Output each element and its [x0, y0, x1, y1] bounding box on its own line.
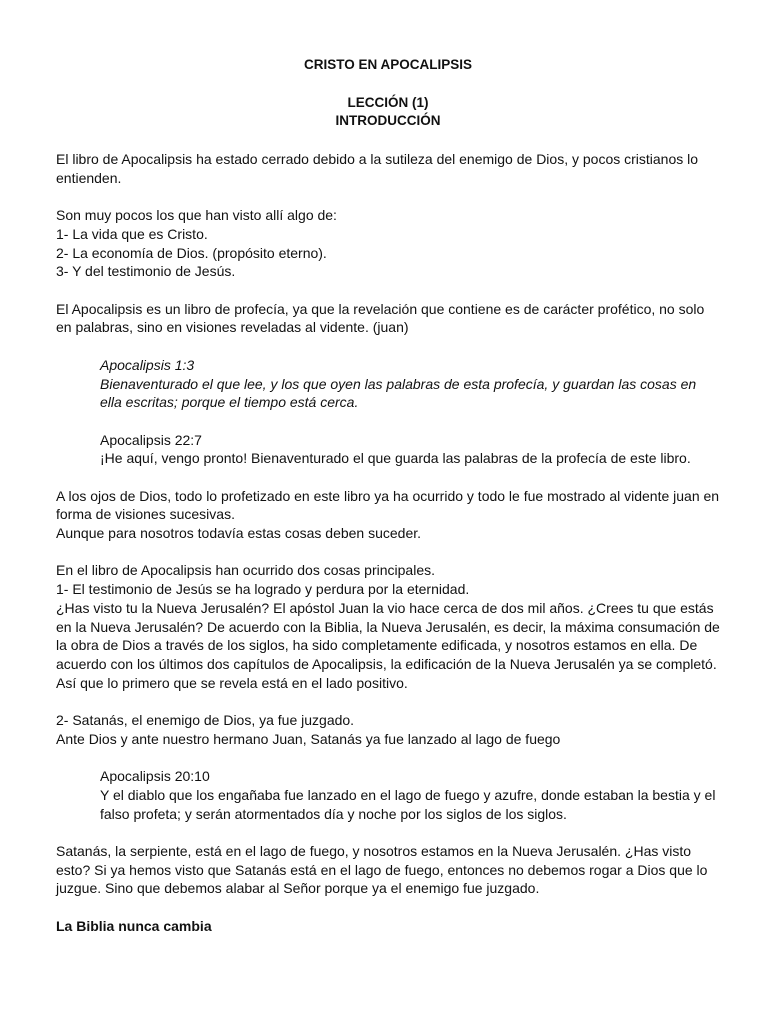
paragraph-line: A los ojos de Dios, todo lo profetizado en este libro ya ha ocurrido y todo le fue mostrado al vidente juan en forma de visiones sucesivas.: [56, 487, 720, 523]
visions-paragraph: [56, 487, 720, 543]
lesson-subtitle: INTRODUCCIÓN: [335, 113, 441, 129]
list-item: 1- La vida que es Cristo.: [56, 225, 208, 242]
lesson-number: LECCIÓN (1): [347, 94, 429, 110]
paragraph-line: Ante Dios y ante nuestro hermano Juan, Satanás ya fue lanzado al lago de fuego: [56, 730, 561, 747]
list-paragraph: [56, 206, 720, 281]
quote-reference: Apocalipsis 22:7: [100, 431, 202, 448]
list-intro: Son muy pocos los que han visto allí algo de:: [56, 207, 337, 224]
prophecy-paragraph: El Apocalipsis es un libro de profecía, ya que la revelación que contiene es de carácter profético, no solo en palabras, sino en visiones reveladas al vidente. (juan): [56, 300, 705, 336]
quote-text: Y el diablo que los engañaba fue lanzado en el lago de fuego y azufre, donde estaban la bestia y el falso profeta; y serán atormentados día y noche por los siglos de los siglos.: [100, 786, 716, 822]
bible-quote: [100, 767, 720, 823]
list-item: 3- Y del testimonio de Jesús.: [56, 263, 236, 280]
quote-text: Bienaventurado el que lee, y los que oyen las palabras de esta profecía, y guardan las cosas en ella escritas; porque el tiempo está cerca.: [100, 375, 697, 411]
paragraph-line: 1- El testimonio de Jesús se ha logrado y perdura por la eternidad.: [56, 581, 470, 598]
paragraph-line: ¿Has visto tu la Nueva Jerusalén? El apóstol Juan la vio hace cerca de dos mil años. ¿Crees tu que estás en la Nueva Jerusalén? De acuerdo con la Biblia, la Nueva Jerusalén, es decir, la máxima consumación de la obra de Dios a través de los siglos, ha sido completamente edificada, y nosotros estamos en ella. De acuerdo con los últimos dos capítulos de Apocalipsis, la edificación de la Nueva Jerusalén ya se completó. Así que lo primero que se revela está en el lado positivo.: [56, 599, 720, 691]
section-heading: La Biblia nunca cambia: [56, 917, 212, 934]
quote-reference: Apocalipsis 1:3: [100, 356, 195, 373]
paragraph-line: Aunque para nosotros todavía estas cosas deben suceder.: [56, 525, 422, 542]
intro-paragraph: El libro de Apocalipsis ha estado cerrado debido a la sutileza del enemigo de Dios, y pocos cristianos lo entienden.: [56, 151, 699, 186]
document-title: CRISTO EN APOCALIPSIS: [303, 57, 473, 72]
conclusion-paragraph: Satanás, la serpiente, está en el lago de fuego, y nosotros estamos en la Nueva Jerusalén. ¿Has visto esto? Si ya hemos visto que Satanás está en el lago de fuego, entonces no debemos rogar a Dios que lo juzgue. Sino que debemos alabar al Señor porque ya el enemigo fue juzgado.: [56, 842, 708, 897]
bible-quote: [100, 431, 720, 468]
bible-quote: [100, 356, 720, 412]
list-item: 2- La economía de Dios. (propósito eterno).: [56, 244, 327, 261]
two-things-paragraph: [56, 561, 720, 692]
paragraph-line: En el libro de Apocalipsis han ocurrido dos cosas principales.: [56, 562, 435, 579]
quote-reference: Apocalipsis 20:10: [100, 768, 210, 785]
paragraph-line: 2- Satanás, el enemigo de Dios, ya fue juzgado.: [56, 712, 355, 729]
quote-text: ¡He aquí, vengo pronto! Bienaventurado el que guarda las palabras de la profecía de este libro.: [100, 450, 691, 467]
document-page: [56, 56, 720, 935]
satan-judged-paragraph: [56, 711, 720, 748]
